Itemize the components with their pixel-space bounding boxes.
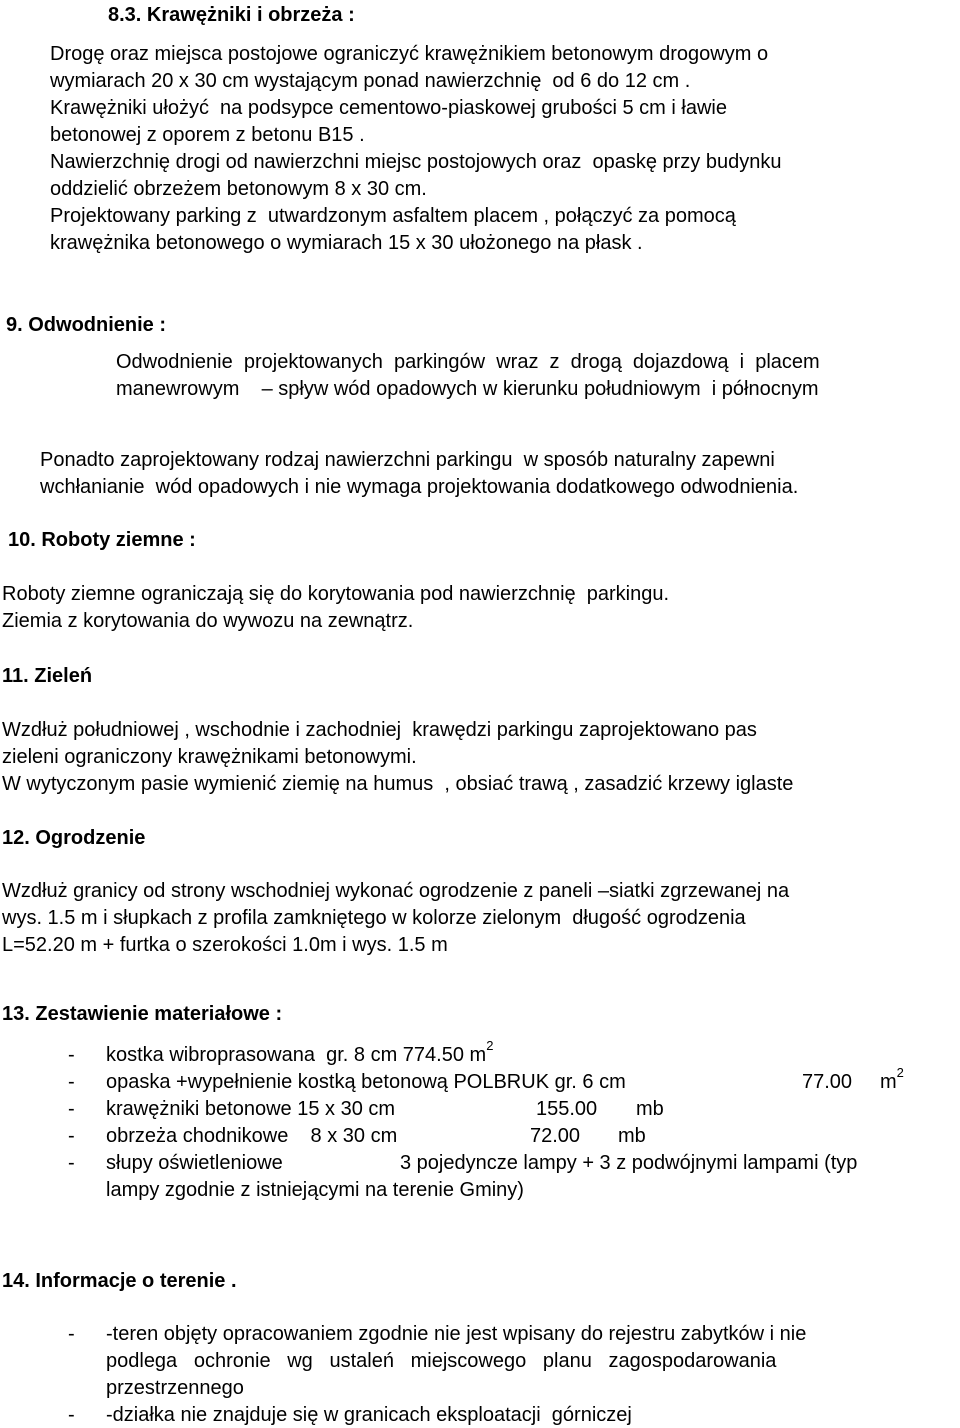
text-line: Krawężniki ułożyć na podsypce cementowo-piaskowej grubości 5 cm i ławie [50, 97, 727, 119]
material-name: obrzeża chodnikowe 8 x 30 cm [106, 1125, 398, 1147]
section-heading-9: 9. Odwodnienie : [6, 314, 167, 336]
text-line: wchłanianie wód opadowych i nie wymaga projektowania dodatkowego odwodnienia. [40, 476, 799, 498]
text-line: Ziemia z korytowania do wywozu na zewnątrz. [2, 610, 414, 632]
list-bullet: - [68, 1098, 75, 1120]
material-quantity: 72.00 [530, 1125, 581, 1147]
material-unit: mb [618, 1125, 646, 1147]
text-line: betonowej z oporem z betonu B15 . [50, 124, 365, 146]
text-line: Odwodnienie projektowanych parkingów wraz z drogą dojazdową i placem [116, 351, 820, 373]
list-bullet: - [68, 1404, 75, 1426]
text-line: wys. 1.5 m i słupkach z profila zamkniętego w kolorze zielonym długość ogrodzenia [2, 907, 746, 929]
unit-superscript: 2 [486, 1038, 494, 1054]
text-line: L=52.20 m + furtka o szerokości 1.0m i wys. 1.5 m [2, 934, 448, 956]
section-heading-12: 12. Ogrodzenie [2, 827, 146, 849]
list-bullet: - [68, 1044, 75, 1066]
text-line: wymiarach 20 x 30 cm wystającym ponad nawierzchnię od 6 do 12 cm . [50, 70, 691, 92]
material-unit [880, 1065, 904, 1094]
unit-superscript: 2 [896, 1065, 904, 1081]
text-line: Wzdłuż południowej , wschodnie i zachodniej krawędzi parkingu zaprojektowano pas [2, 719, 757, 741]
text-line: Wzdłuż granicy od strony wschodniej wykonać ogrodzenie z paneli –siatki zgrzewanej na [2, 880, 790, 902]
list-item [106, 1038, 494, 1067]
material-name: opaska +wypełnienie kostką betonową POLBRUK gr. 6 cm [106, 1071, 626, 1093]
info-line: podlega ochronie wg ustaleń miejscowego planu zagospodarowania [106, 1350, 777, 1372]
list-bullet: - [68, 1125, 75, 1147]
list-bullet: - [68, 1071, 75, 1093]
section-heading-13: 13. Zestawienie materiałowe : [2, 1003, 283, 1025]
material-quantity: 155.00 [536, 1098, 598, 1120]
text-line: manewrowym – spływ wód opadowych w kierunku południowym i północnym [116, 378, 819, 400]
info-line: -teren objęty opracowaniem zgodnie nie jest wpisany do rejestru zabytków i nie [106, 1323, 807, 1345]
unit-label: m [880, 1071, 897, 1093]
section-heading-10: 10. Roboty ziemne : [8, 529, 196, 551]
text-line: Drogę oraz miejsca postojowe ograniczyć krawężnikiem betonowym drogowym o [50, 43, 769, 65]
section-heading-14: 14. Informacje o terenie . [2, 1270, 237, 1292]
text-line: zieleni ograniczony krawężnikami betonowymi. [2, 746, 417, 768]
info-line: przestrzennego [106, 1377, 244, 1399]
text-line: Ponadto zaprojektowany rodzaj nawierzchni parkingu w sposób naturalny zapewni [40, 449, 775, 471]
material-name: kostka wibroprasowana gr. 8 cm 774.50 m [106, 1044, 487, 1066]
text-line: Nawierzchnię drogi od nawierzchni miejsc postojowych oraz opaskę przy budynku [50, 151, 782, 173]
material-description: lampy zgodnie z istniejącymi na terenie Gminy) [106, 1179, 524, 1201]
material-name: słupy oświetleniowe [106, 1152, 283, 1174]
material-description: 3 pojedyncze lampy + 3 z podwójnymi lampami (typ [400, 1152, 858, 1174]
text-line: Roboty ziemne ograniczają się do korytowania pod nawierzchnię parkingu. [2, 583, 670, 605]
info-line: -działka nie znajduje się w granicach eksploatacji górniczej [106, 1404, 632, 1426]
section-heading-11: 11. Zieleń [2, 665, 93, 687]
text-line: oddzielić obrzeżem betonowym 8 x 30 cm. [50, 178, 427, 200]
list-bullet: - [68, 1323, 75, 1345]
section-heading-8-3: 8.3. Krawężniki i obrzeża : [108, 4, 355, 26]
material-name: krawężniki betonowe 15 x 30 cm [106, 1098, 396, 1120]
material-quantity: 77.00 [802, 1071, 853, 1093]
text-line: W wytyczonym pasie wymienić ziemię na humus , obsiać trawą , zasadzić krzewy iglaste [2, 773, 794, 795]
list-bullet: - [68, 1152, 75, 1174]
text-line: krawężnika betonowego o wymiarach 15 x 30 ułożonego na płask . [50, 232, 643, 254]
material-unit: mb [636, 1098, 664, 1120]
text-line: Projektowany parking z utwardzonym asfaltem placem , połączyć za pomocą [50, 205, 736, 227]
